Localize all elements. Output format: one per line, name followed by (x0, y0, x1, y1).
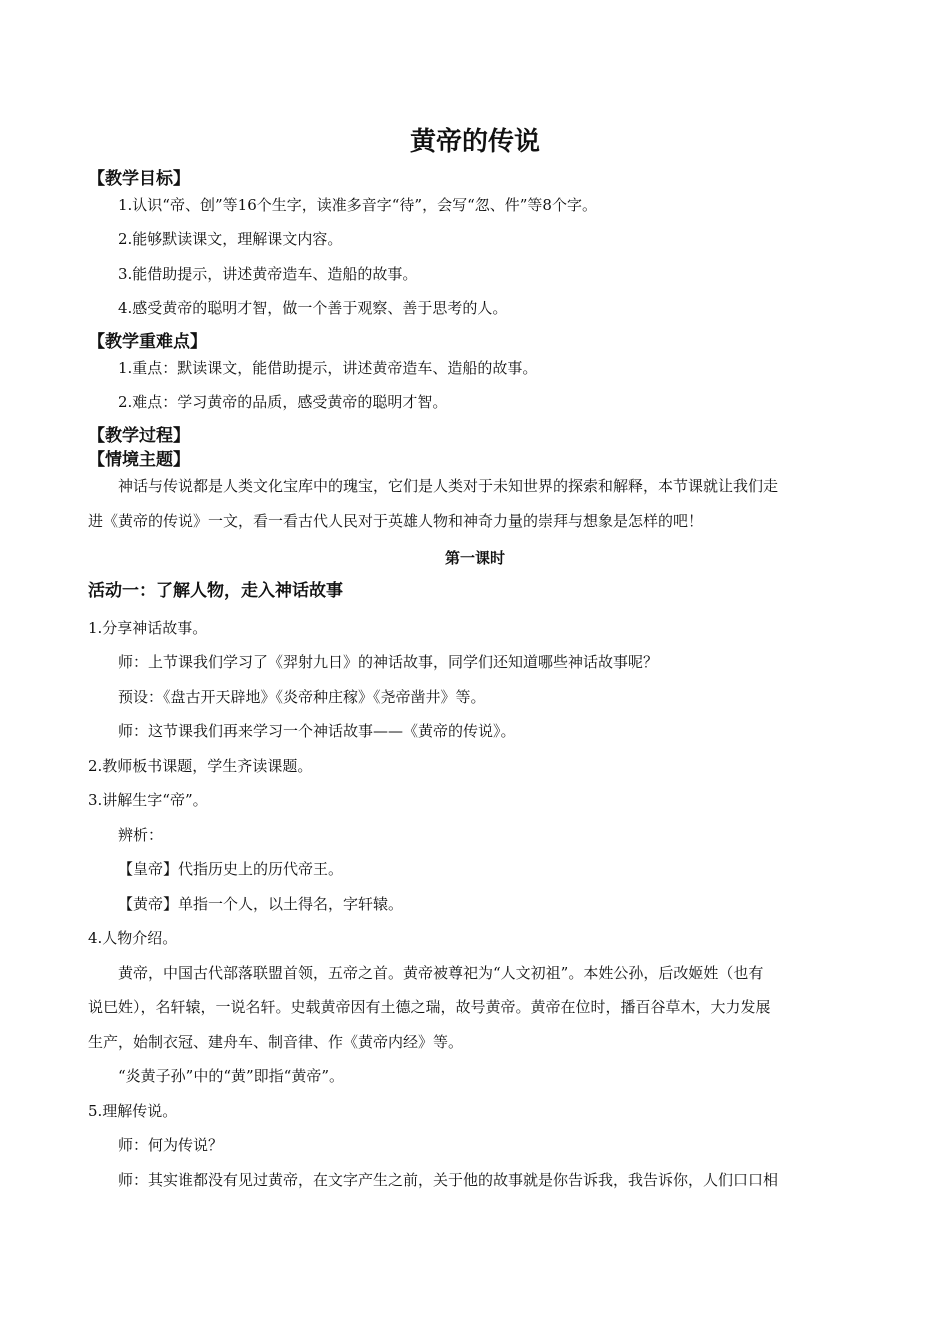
dialogue-line: 师：这节课我们再来学习一个神话故事——《黄帝的传说》。 (118, 722, 516, 740)
paragraph-line: 黄帝，中国古代部落联盟首领，五帝之首。黄帝被尊祀为“人文初祖”。本姓公孙，后改姬姓（也有 (118, 964, 764, 982)
key-point-item: 1.重点：默读课文，能借助提示，讲述黄帝造车、造船的故事。 (118, 359, 538, 377)
dialogue-line: 师：何为传说？ (118, 1136, 224, 1154)
objective-item: 1.认识“帝、创”等16个生字，读准多音字“待”，会写“忽、件”等8个字。 (118, 196, 597, 214)
lesson-heading: 第一课时 (444, 549, 505, 567)
theme-paragraph-line: 神话与传说都是人类文化宝库中的瑰宝，它们是人类对于未知世界的探索和解释，本节课就让我们走 (118, 477, 779, 495)
step-item: 1.分享神话故事。 (88, 619, 208, 637)
step-item: 3.讲解生字“帝”。 (88, 791, 208, 809)
paragraph-line: “炎黄子孙”中的“黄”即指“黄帝”。 (118, 1067, 345, 1085)
process-heading: 【教学过程】 (88, 426, 190, 446)
dialogue-line: 预设：《盘古开天辟地》《炎帝种庄稼》《尧帝凿井》等。 (118, 688, 486, 706)
theme-heading: 【情境主题】 (88, 450, 190, 470)
dialogue-line: 师：上节课我们学习了《羿射九日》的神话故事，同学们还知道哪些神话故事呢？ (118, 653, 659, 671)
paragraph-line: 说巳姓），名轩辕，一说名轩。史载黄帝因有土德之瑞，故号黄帝。黄帝在位时，播百谷草木，大力发展 (88, 998, 771, 1016)
step-item: 5.理解传说。 (88, 1102, 178, 1120)
objective-item: 4.感受黄帝的聪明才智，做一个善于观察、善于思考的人。 (118, 299, 508, 317)
dialogue-line: 师：其实谁都没有见过黄帝，在文字产生之前，关于他的故事就是你告诉我，我告诉你，人们口口相 (118, 1171, 779, 1189)
note-line: 【皇帝】代指历史上的历代帝王。 (118, 860, 344, 878)
note-line: 辨析： (118, 826, 164, 844)
activity-heading: 活动一：了解人物，走入神话故事 (88, 581, 343, 601)
step-item: 4.人物介绍。 (88, 929, 178, 947)
objectives-heading: 【教学目标】 (88, 169, 190, 189)
page-title: 黄帝的传说 (409, 127, 540, 157)
key-points-heading: 【教学重难点】 (88, 332, 207, 352)
step-item: 2.教师板书课题，学生齐读课题。 (88, 757, 313, 775)
objective-item: 2.能够默读课文，理解课文内容。 (118, 230, 343, 248)
theme-paragraph-line: 进《黄帝的传说》一文，看一看古代人民对于英雄人物和神奇力量的崇拜与想象是怎样的吧！ (88, 512, 704, 530)
key-point-item: 2.难点：学习黄帝的品质，感受黄帝的聪明才智。 (118, 393, 448, 411)
objective-item: 3.能借助提示，讲述黄帝造车、造船的故事。 (118, 265, 418, 283)
note-line: 【黄帝】单指一个人，以土得名，字轩辕。 (118, 895, 404, 913)
paragraph-line: 生产，始制衣冠、建舟车、制音律、作《黄帝内经》等。 (88, 1033, 464, 1051)
